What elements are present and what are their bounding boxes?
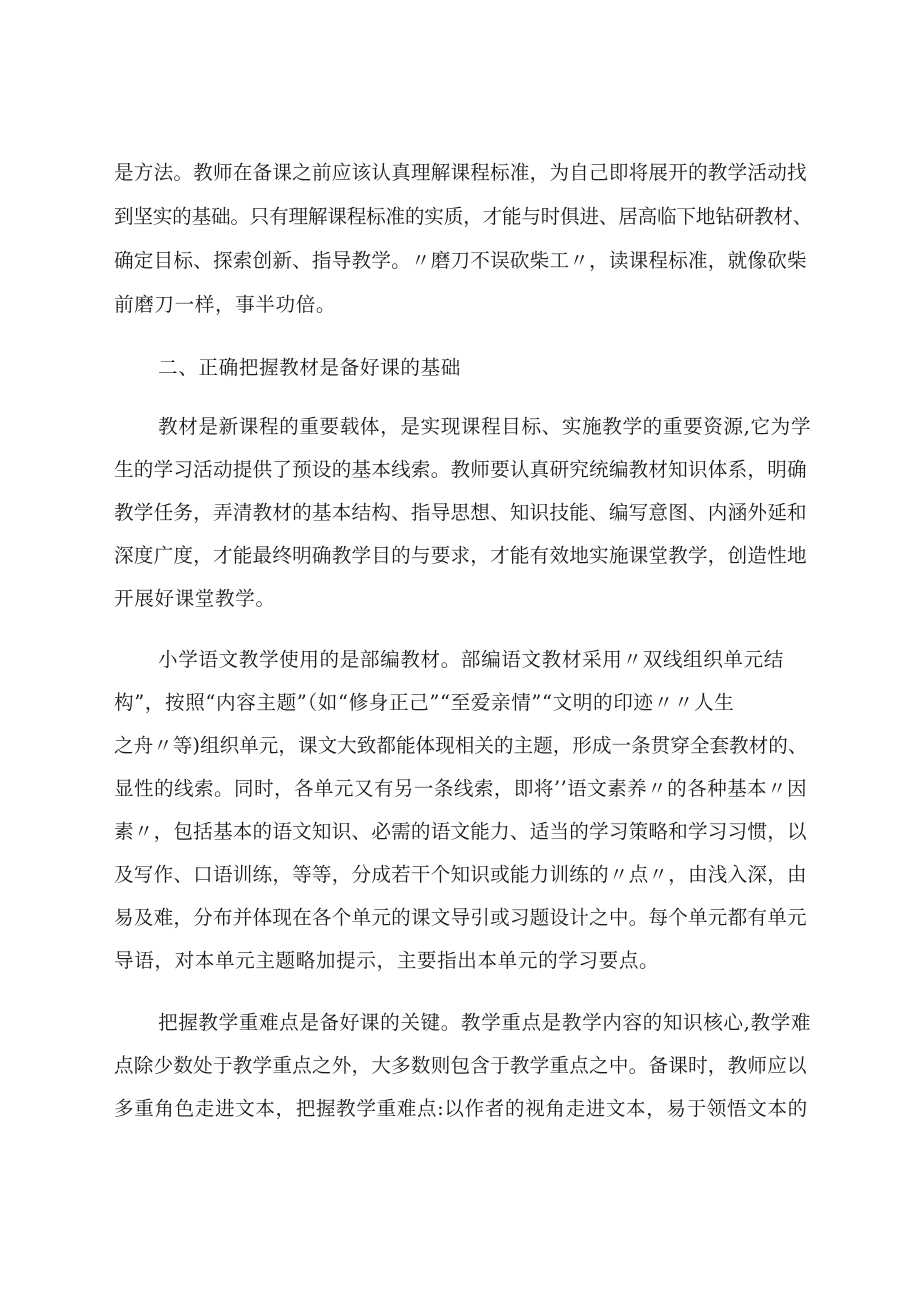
text-line: 深度广度，才能最终明确教学目的与要求，才能有效地实施课堂教学，创造性地 [114,544,807,567]
section-heading: 二、正确把握教材是备好课的基础 [158,356,461,379]
text-line: 开展好课堂教学。 [114,587,276,610]
text-line: 显性的线索。同时，各单元又有另一条线索，即将’’语文素养〃的各种基本〃因 [114,777,808,800]
text-line: 构”，按照“内容主题”（如“修身正己”“至爱亲情”“文明的印迹〃〃人生 [114,691,735,714]
text-line: 及写作、口语训练，等等，分成若干个知识或能力训练的〃点〃，由浅入深，由 [114,863,807,886]
text-line: 导语，对本单元主题略加提示，主要指出本单元的学习要点。 [114,949,660,972]
text-line: 到坚实的基础。只有理解课程标准的实质，才能与时俱进、居高临下地钻研教材、 [114,205,813,228]
text-line: 把握教学重难点是备好课的关键。教学重点是教学内容的知识核心,教学难 [158,1011,812,1034]
text-line: 小学语文教学使用的是部编教材。部编语文教材采用〃双线组织单元结 [158,648,785,671]
text-line: 生的学习活动提供了预设的基本线索。教师要认真研究统编教材知识体系，明确 [114,458,807,481]
text-line: 是方法。教师在备课之前应该认真理解课程标准，为自己即将展开的教学活动找 [114,161,807,184]
text-line: 教学任务，弄清教材的基本结构、指导思想、知识技能、编写意图、内涵外延和 [114,501,807,524]
text-line: 易及难，分布并体现在各个单元的课文导引或习题设计之中。每个单元都有单元 [114,906,807,929]
text-line: 确定目标、探索创新、指导教学。〃磨刀不误砍柴工〃，读课程标准，就像砍柴 [114,249,807,272]
text-line: 之舟〃等)组织单元，课文大致都能体现相关的主题，形成一条贯穿全套教材的、 [114,734,808,757]
text-line: 多重角色走进文本，把握教学重难点:以作者的视角走进文本，易于领悟文本的 [114,1097,808,1120]
text-line: 教材是新课程的重要载体，是实现课程目标、实施教学的重要资源,它为学 [158,415,812,438]
text-line: 前磨刀一样，事半功倍。 [114,293,337,316]
text-line: 点除少数处于教学重点之外，大多数则包含于教学重点之中。备课时，教师应以 [114,1054,807,1077]
text-line: 素〃，包括基本的语文知识、必需的语文能力、适当的学习策略和学习习惯，以 [114,820,807,843]
